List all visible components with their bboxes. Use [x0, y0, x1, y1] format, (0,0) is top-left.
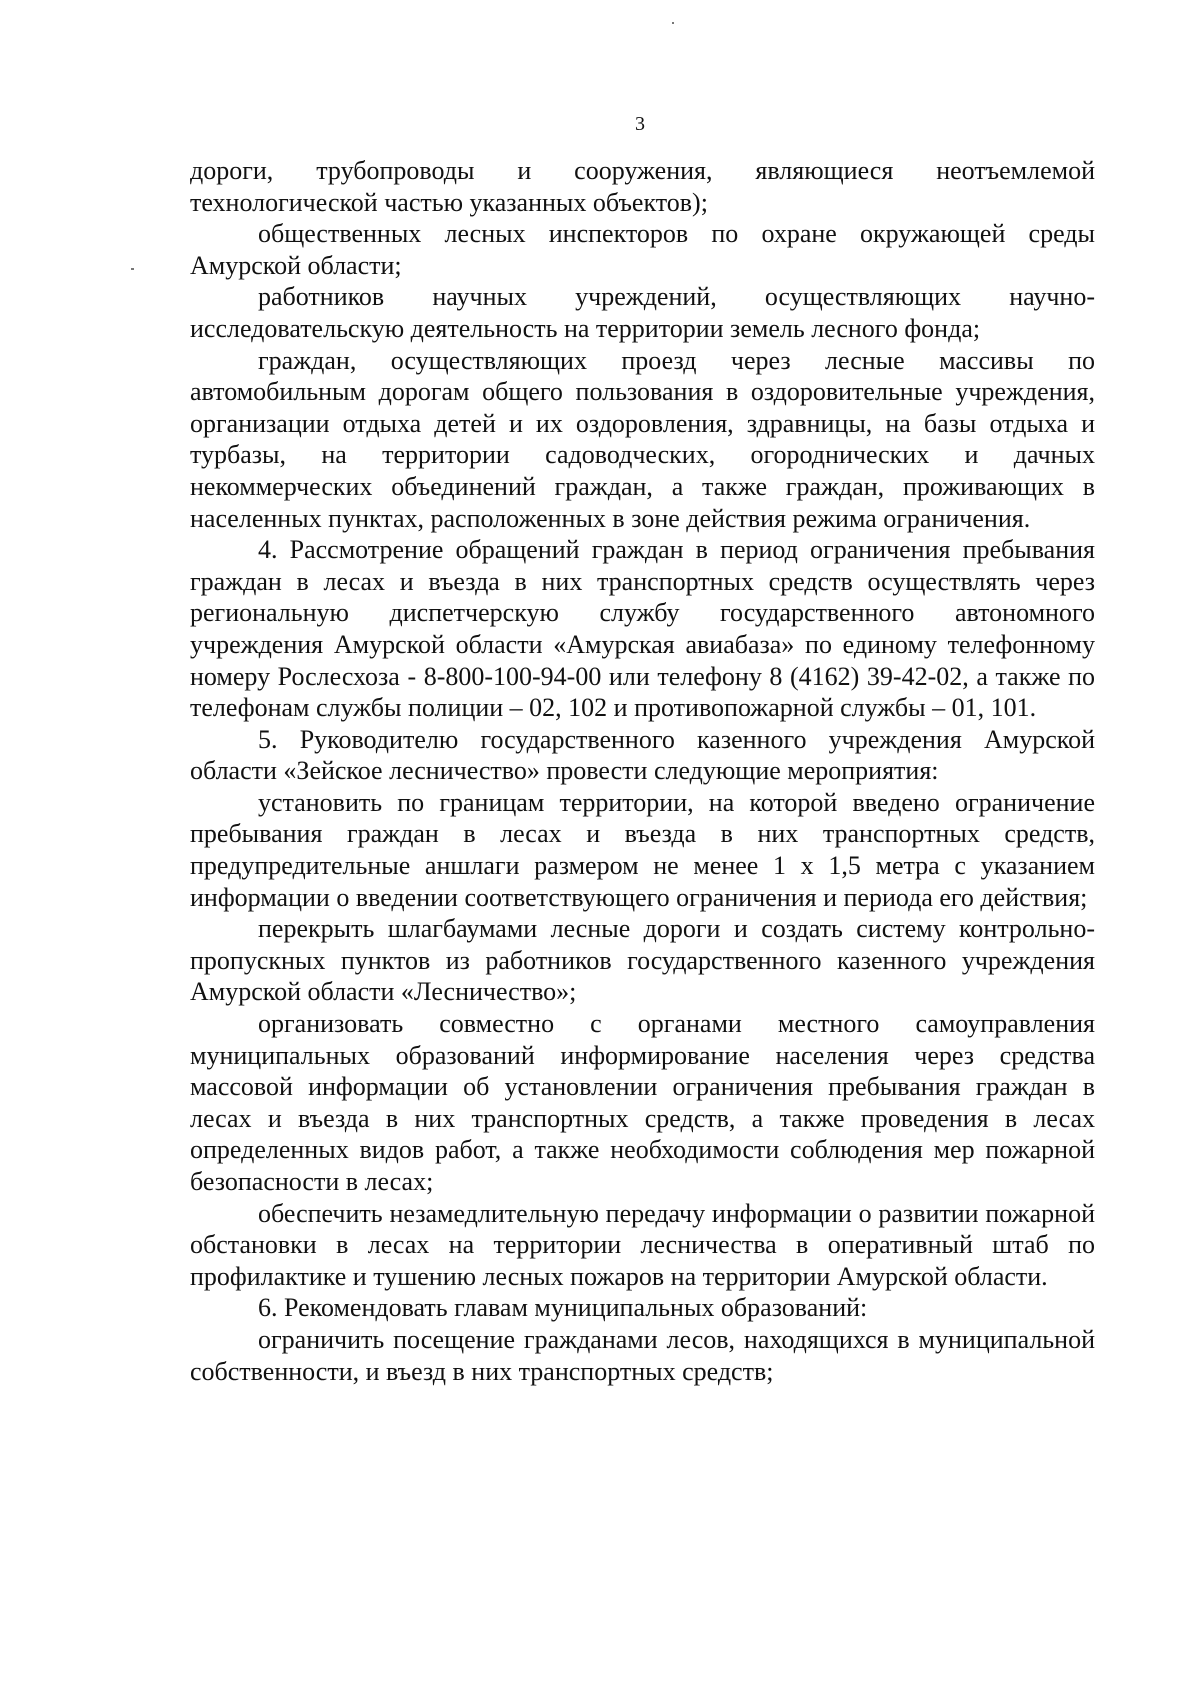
paragraph-ensure-information: обеспечить незамедлительную передачу информации о развитии пожарной обстановки в лесах на территории лесничества в оперативный штаб по профилактике и тушению лесных пожаров на территории Амурской области.	[190, 1198, 1095, 1291]
page-number: 3	[635, 113, 645, 135]
paragraph-forest-inspectors: общественных лесных инспекторов по охране окружающей среды Амурской области;	[190, 219, 1095, 280]
paragraph-barriers: перекрыть шлагбаумами лесные дороги и создать систему контрольно-пропускных пунктов из работников государственного казенного учреждения Амурской области «Лесничество»;	[190, 914, 1095, 1007]
paragraph-limit-visits: ограничить посещение гражданами лесов, находящихся в муниципальной собственности, и въезд в них транспортных средств;	[190, 1324, 1095, 1386]
document-body	[190, 155, 1095, 1387]
paragraph-roads-continuation: дороги, трубопроводы и сооружения, являющиеся неотъемлемой технологической частью указанных объектов);	[190, 156, 1095, 217]
paragraph-research-workers: работников научных учреждений, осуществляющих научно-исследовательскую деятельность на территории земель лесного фонда;	[190, 282, 1095, 343]
scan-speck	[131, 268, 134, 270]
paragraph-organize-informing: организовать совместно с органами местного самоуправления муниципальных образований информирование населения через средства массовой информации об установлении ограничения пребывания граждан в лесах и въезда в них транспортных средств, а также проведения в лесах определенных видов работ, а также необходимости соблюдения мер пожарной безопасности в лесах;	[190, 1009, 1095, 1196]
paragraph-item-6: 6. Рекомендовать главам муниципальных образований:	[258, 1293, 868, 1323]
scan-speck	[672, 22, 674, 24]
paragraph-item-4: 4. Рассмотрение обращений граждан в период ограничения пребывания граждан в лесах и въезда в них транспортных средств осуществлять через региональную диспетчерскую службу государственного автономного учреждения Амурской области «Амурская авиабаза» по единому телефонному номеру Рослесхоза - 8-800-100-94-00 или телефону 8 (4162) 39-42-02, а также по телефонам службы полиции – 02, 102 и противопожарной службы – 01, 101.	[190, 535, 1095, 723]
paragraph-install-signs: установить по границам территории, на которой введено ограничение пребывания граждан в лесах и въезда в них транспортных средств, предупредительные аншлаги размером не менее 1 х 1,5 метра с указанием информации о введении соответствующего ограничения и периода его действия;	[190, 787, 1095, 912]
paragraph-item-5: 5. Руководителю государственного казенного учреждения Амурской области «Зейское лесничество» провести следующие мероприятия:	[190, 724, 1095, 786]
paragraph-citizens-passage: граждан, осуществляющих проезд через лесные массивы по автомобильным дорогам общего пользования в оздоровительные учреждения, организации отдыха детей и их оздоровления, здравницы, на базы отдыха и турбазы, на территории садоводческих, огороднических и дачных некоммерческих объединений граждан, а также граждан, проживающих в населенных пунктах, расположенных в зоне действия режима ограничения.	[190, 345, 1095, 533]
